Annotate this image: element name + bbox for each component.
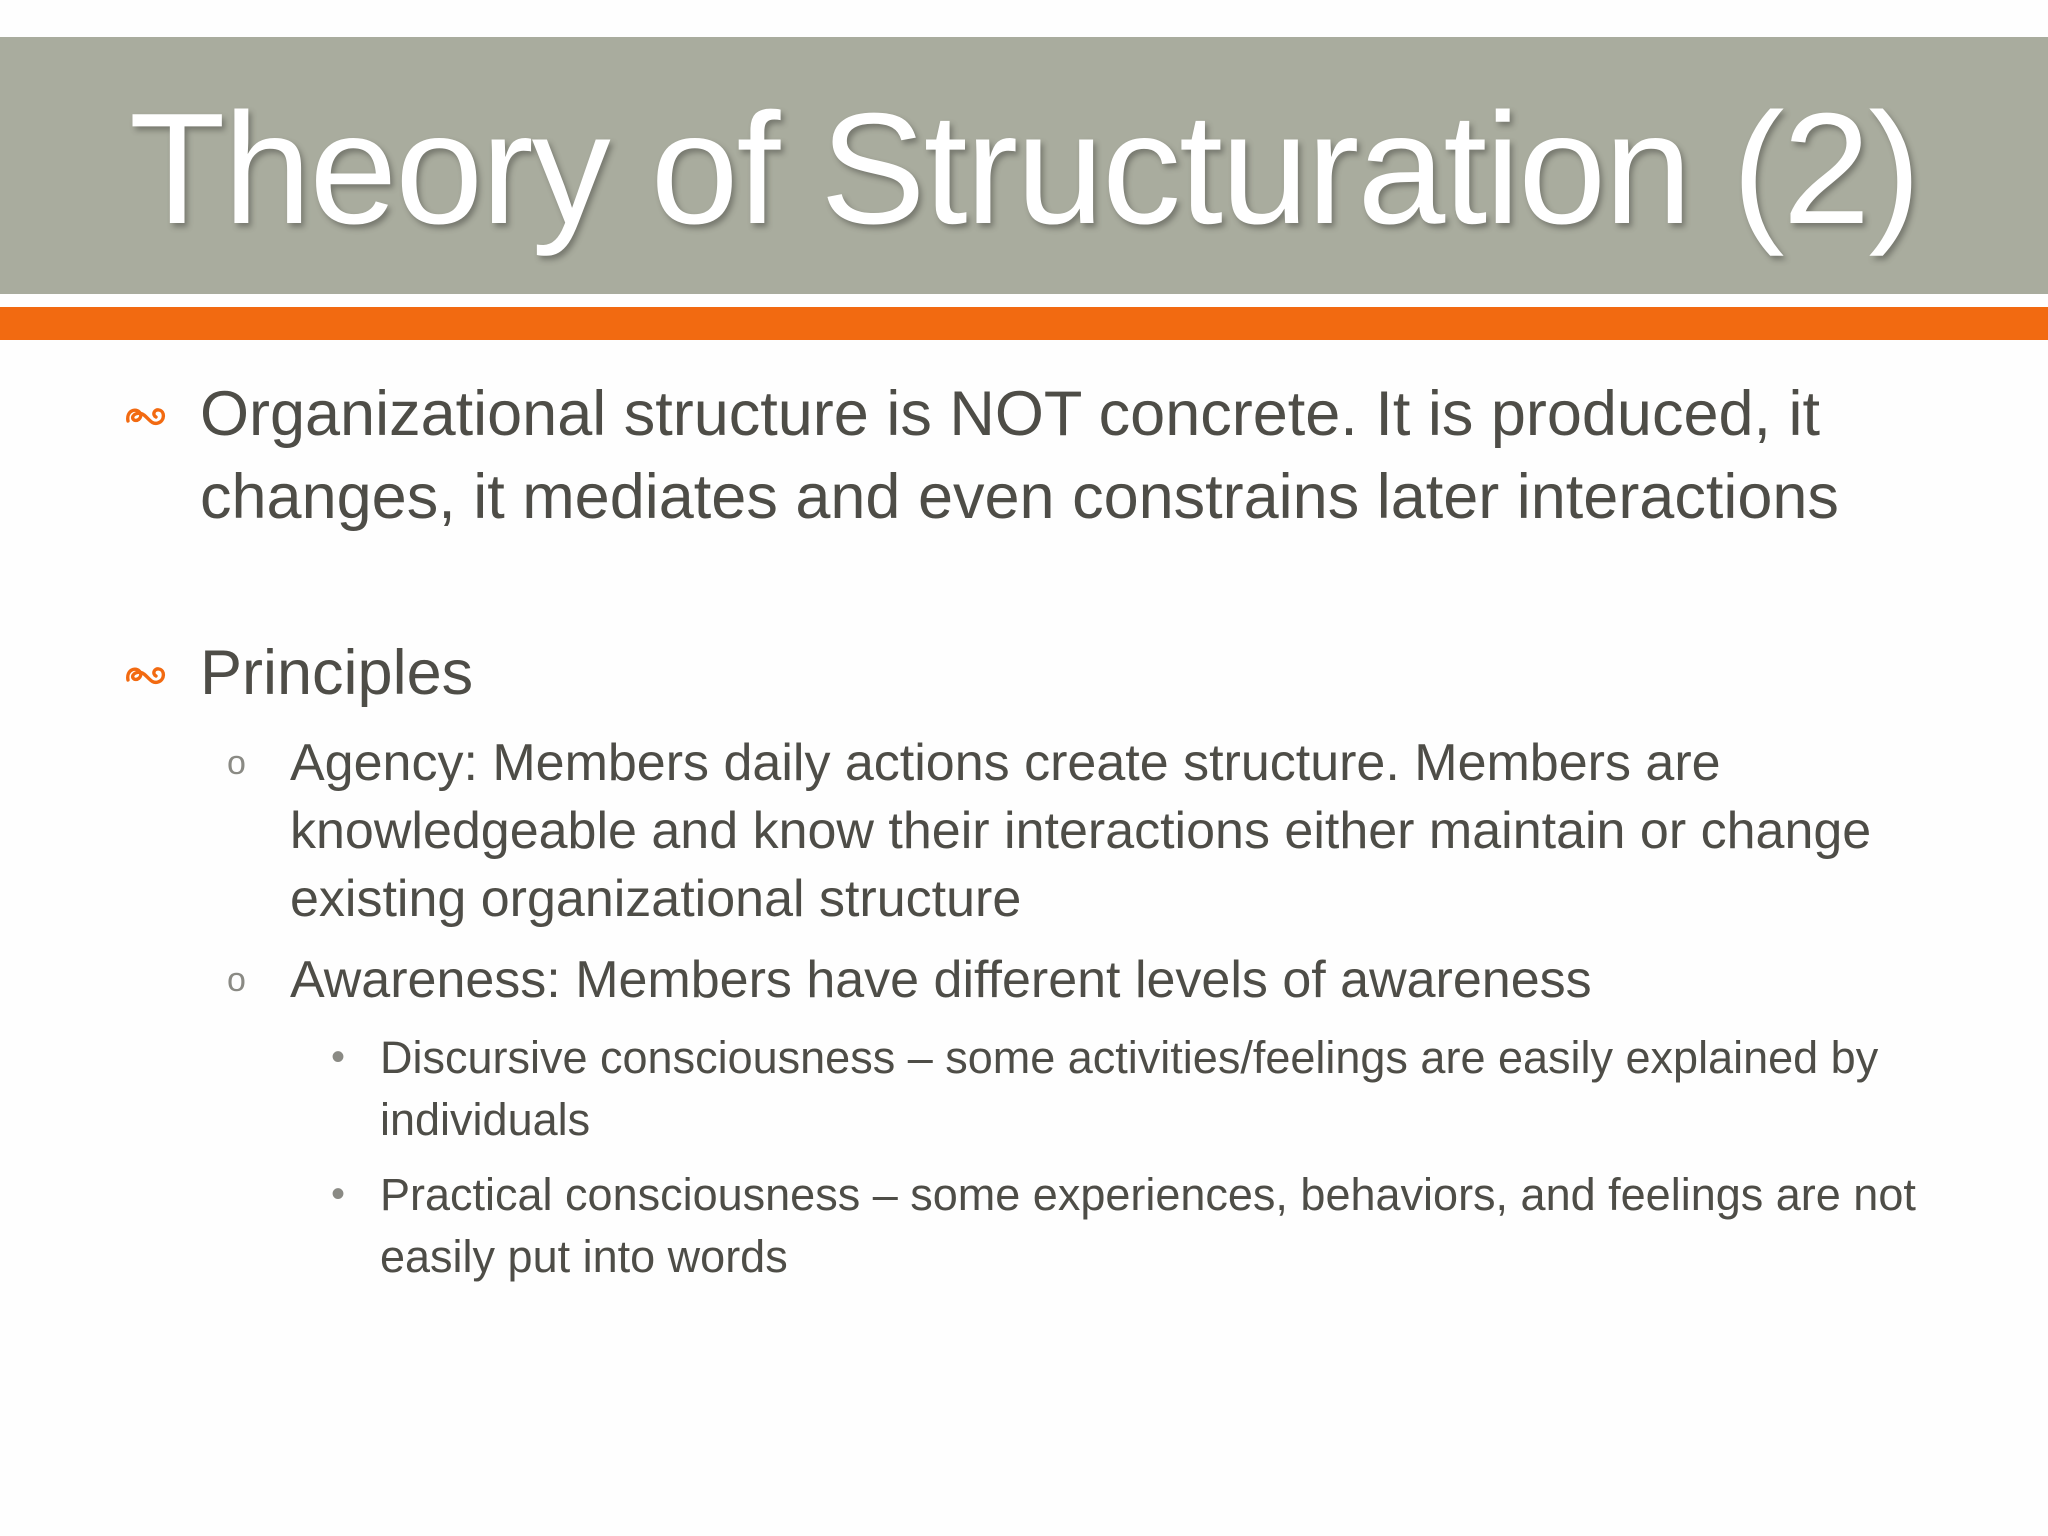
slide-title: Theory of Structuration (2)	[128, 81, 1920, 257]
bullet-text: Principles	[200, 638, 474, 708]
bullet-text: Organizational structure is NOT concrete. It is produced, it changes, it mediates and even constrains later interactions	[200, 379, 1839, 532]
bullet-text: Awareness: Members have different levels of awareness	[290, 951, 1592, 1009]
swirl-icon	[122, 658, 170, 692]
bullet-level3	[331, 1164, 1920, 1288]
bullet-text: Agency: Members daily actions create structure. Members are knowledgeable and know their interactions either maintain or change existing organizational structure	[290, 734, 1872, 928]
bullet-text: Practical consciousness – some experiences, behaviors, and feelings are not easily put into words	[380, 1169, 1916, 1282]
bullet-marker: o	[227, 961, 246, 999]
swirl-icon	[122, 399, 170, 433]
bullet-level2	[227, 729, 1920, 933]
bullet-text: Discursive consciousness – some activities/feelings are easily explained by individuals	[380, 1032, 1879, 1145]
bullet-level1	[200, 632, 1920, 715]
bullet-marker: •	[331, 1172, 346, 1216]
bullet-marker: •	[331, 1035, 346, 1079]
bullet-level2	[227, 946, 1920, 1014]
bullet-level3	[331, 1027, 1920, 1151]
bullet-level1	[200, 373, 1920, 539]
bullet-marker: o	[227, 744, 246, 782]
